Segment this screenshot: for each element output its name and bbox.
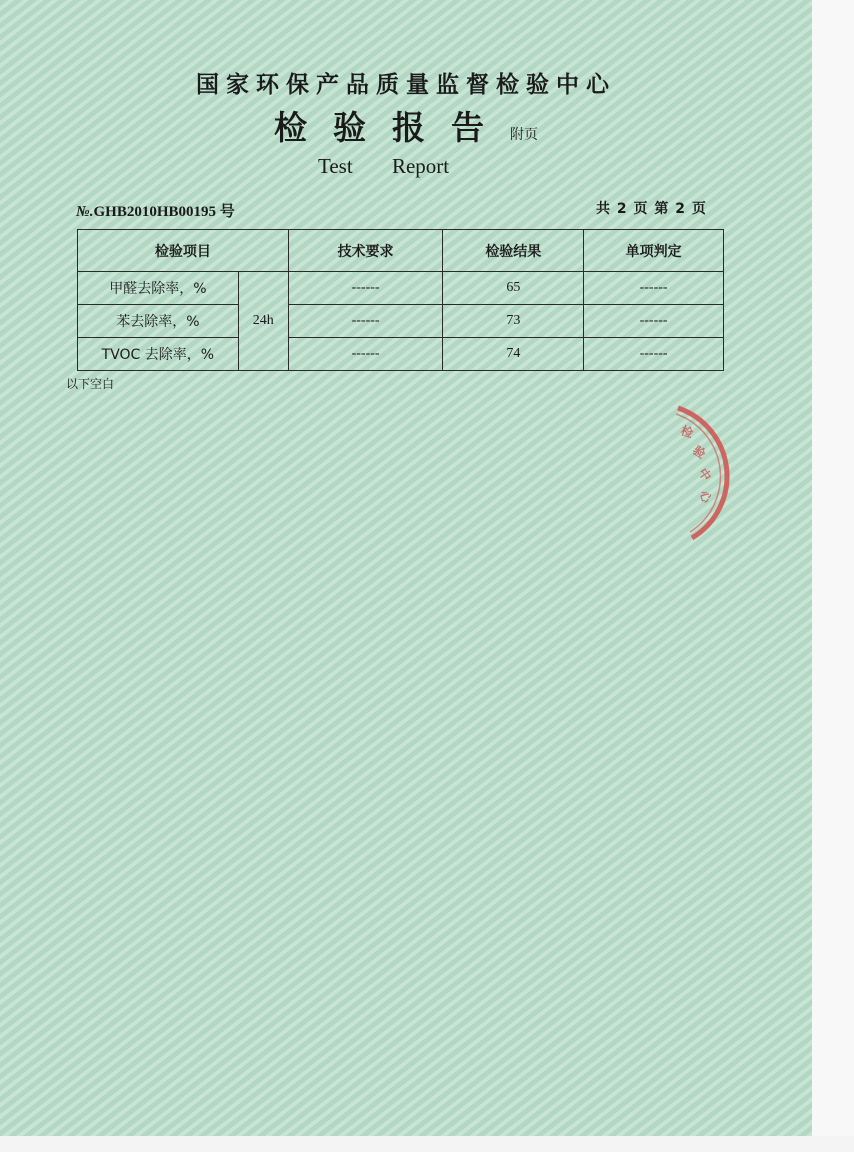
judgement-cell: ------ [584, 338, 724, 371]
header-requirement: 技术要求 [288, 230, 443, 272]
report-number-value: GHB2010HB00195 [93, 204, 216, 220]
svg-text:中: 中 [695, 465, 714, 484]
appendix-label: 附页 [510, 127, 538, 143]
title-row [0, 102, 812, 149]
results-table [77, 229, 724, 371]
item-cell: 甲醛去除率，% [78, 272, 239, 305]
header-judgement: 单项判定 [584, 230, 724, 272]
table-row [78, 338, 724, 371]
judgement-cell: ------ [584, 305, 724, 338]
svg-text:心: 心 [697, 489, 714, 505]
table-row [78, 272, 724, 305]
svg-text:验: 验 [690, 442, 709, 462]
header-item: 检验项目 [78, 230, 289, 272]
requirement-cell: ------ [288, 338, 443, 371]
result-cell: 74 [443, 338, 584, 371]
report-number [76, 200, 235, 221]
judgement-cell: ------ [584, 272, 724, 305]
table-header-row [78, 230, 724, 272]
number-symbol: №. [76, 204, 94, 220]
report-title: 检验报告 [274, 108, 510, 147]
english-title-word-1: Test [318, 154, 353, 178]
english-title [318, 154, 449, 179]
table-row [78, 305, 724, 338]
item-cell: 苯去除率，% [78, 305, 239, 338]
item-cell: TVOC 去除率，% [78, 338, 239, 371]
header-result: 检验结果 [443, 230, 584, 272]
duration-cell: 24h [238, 272, 288, 371]
page-counter: 共 2 页 第 2 页 [596, 201, 707, 217]
english-title-word-2: Report [391, 154, 450, 178]
blank-below-note: 以下空白 [66, 377, 115, 391]
official-seal-stamp [640, 398, 750, 548]
requirement-cell: ------ [288, 272, 443, 305]
organization-name: 国家环保产品质量监督检验中心 [196, 72, 616, 98]
report-number-suffix: 号 [219, 204, 235, 220]
scan-margin-right [812, 0, 854, 1152]
svg-text:检: 检 [679, 423, 695, 441]
scan-margin-bottom [0, 1136, 854, 1152]
result-cell: 73 [443, 305, 584, 338]
requirement-cell: ------ [288, 305, 443, 338]
result-cell: 65 [443, 272, 584, 305]
